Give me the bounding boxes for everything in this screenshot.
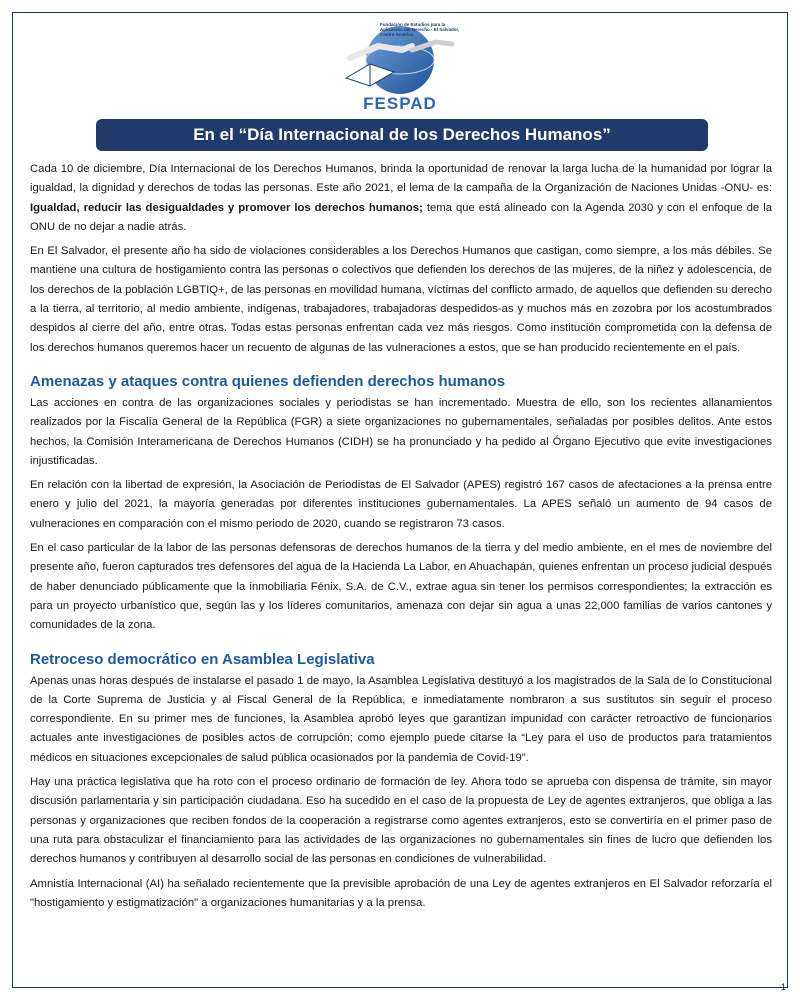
section2-paragraph-1: Apenas unas horas después de instalarse el pasado 1 de mayo, la Asamblea Legislativa destituyó a los magistrados de la Sala de lo Constitucional de la Corte Suprema de Justicia y al Fiscal General de la República, e inmediatamente nombraron a sus sustitutos sin seguir el proceso correspondiente. En su primer mes de funciones, la Asamblea aprobó leyes que garantizan impunidad con carácter retroactivo de funcionarios actuales ante investigaciones de posibles actos de corrupción; como ejemplo puede citarse la “Ley para el uso de productos para tratamientos médicos en situaciones excepcionales de salud pública ocasionados por la pandemia de Covid-19”.	[30, 674, 772, 764]
page-title: En el “Día Internacional de los Derechos Humanos”	[193, 125, 611, 144]
title-banner	[96, 119, 708, 151]
intro-text-end: tema que está alineado con la Agenda 2030 y con el enfoque de la ONU de no dejar a nadie atrás.	[30, 201, 772, 233]
intro-paragraph-2: En El Salvador, el presente año ha sido de violaciones considerables a los Derechos Humanos que castigan, como siempre, a los más débiles. Se mantiene una cultura de hostigamiento contra las personas o colectivos que defienden los derechos de las mujeres, de la niñez y adolescencia, de los derechos de la población LGBTIQ+, de las personas en movilidad humana, víctimas del conflicto armado, de aquellos que defienden su derecho a la tierra, al territorio, al medio ambiente, indígenas, trabajadores, trabajadoras despedidos-as y muchos más en zozobra por los acostumbrados despidos al cierre del año, entre otras. Todas estas personas enfrentan cada vez más riesgos. Como institución comprometida con la defensa de los derechos humanos queremos hacer un recuento de algunas de las vulneraciones a estos, que se han producido recientemente en el país.	[30, 245, 772, 354]
section-heading-legislative: Retroceso democrático en Asamblea Legislativa	[30, 650, 375, 668]
fespad-logo	[340, 20, 460, 113]
logo-text: FESPAD	[363, 94, 437, 113]
section1-paragraph-1: Las acciones en contra de las organizaciones sociales y periodistas se han incrementado. Muestra de ello, son los recientes allanamientos realizados por la Fiscalía General de la República (FGR) a siete organizaciones no gubernamentales, señaladas por posibles delitos. Ante estos hechos, la Comisión Interamericana de Derechos Humanos (CIDH) se ha pronunciado y ha pedido al Órgano Ejecutivo que evite investigaciones injustificadas.	[30, 396, 772, 467]
section-heading-threats: Amenazas y ataques contra quienes defienden derechos humanos	[30, 372, 506, 390]
intro-paragraph-1	[30, 160, 772, 237]
intro-bold-text: Igualdad, reducir las desigualdades y promover los derechos humanos;	[30, 201, 423, 214]
article-body	[30, 160, 772, 918]
section2-paragraph-2: Hay una práctica legislativa que ha roto con el proceso ordinario de formación de ley. Ahora todo se aprueba con dispensa de trámite, sin mayor discusión parlamentaria y sin participación ciudadana. Eso ha sucedido en el caso de la propuesta de Ley de agentes extranjeros, que obliga a las personas y organizaciones que reciben fondos de la cooperación a registrarse como agentes extranjeros, esto se convertiría en el primer paso de una ruta para obstaculizar el financiamiento para las actividades de las organizaciones no gubernamentales sin fines de lucro que defienden los derechos humanos y contribuyen al desarrollo social de las personas en condiciones de vulnerabilidad.	[30, 776, 772, 866]
section1-paragraph-2: En relación con la libertad de expresión, la Asociación de Periodistas de El Salvador (APES) registró 167 casos de afectaciones a la prensa entre enero y julio del 2021, la mayoría generadas por diferentes instituciones gubernamentales. La APES señaló un aumento de 94 casos de vulneraciones en comparación con el mismo periodo de 2020, cuando se registraron 73 casos.	[30, 479, 772, 530]
intro-text: Cada 10 de diciembre, Día Internacional de los Derechos Humanos, brinda la oportunidad de renovar la larga lucha de la humanidad por lograr la igualdad, la dignidad y derechos de todas las personas. Este año 2021, el lema de la campaña de la Organización de Naciones Unidas -ONU- es:	[30, 163, 772, 195]
page-number: 1	[780, 982, 786, 992]
section2-paragraph-3: Amnistía Internacional (AI) ha señalado recientemente que la previsible aprobación de una Ley de agentes extranjeros en El Salvador reforzaría el "hostigamiento y estigmatización" a organizaciones humanitarias y a la prensa.	[30, 877, 772, 909]
org-name: Fundación de Estudios para la Aplicación del Derecho · El Salvador, Centro América	[380, 22, 460, 37]
section1-paragraph-3: En el caso particular de la labor de las personas defensoras de derechos humanos de la tierra y del medio ambiente, en el mes de noviembre del presente año, fueron capturados tres defensores del agua de la Hacienda La Labor, en Ahuachapán, quienes enfrentan un proceso judicial después de haber denunciado públicamente que la inmobiliaria Fénix, S.A. de C.V., extrae agua sin tener los permisos correspondientes; la extracción es para un proyecto urbanístico que, según las y los líderes comunitarios, amenaza con dejar sin agua a unas 22,000 familias de varios cantones y comunidades de la zona.	[30, 542, 772, 632]
